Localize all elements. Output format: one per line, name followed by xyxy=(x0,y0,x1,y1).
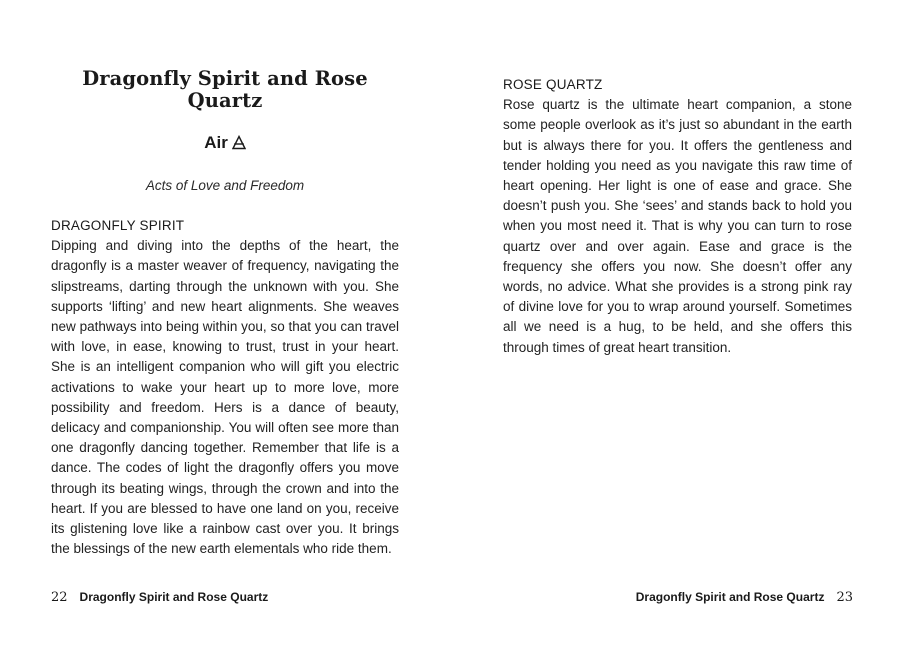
running-head: Dragonfly Spirit and Rose Quartz xyxy=(635,590,825,604)
right-page-footer xyxy=(636,589,853,606)
rose-quartz-section xyxy=(503,75,852,358)
left-page xyxy=(51,0,399,650)
air-symbol-icon xyxy=(232,134,246,156)
page-number: 23 xyxy=(836,590,853,605)
element-label: Air xyxy=(204,133,228,152)
left-page-footer xyxy=(51,589,268,606)
section-body: Rose quartz is the ultimate heart companion, a stone some people overlook as it’s just so abundant in the earth but is always there for you. It offers the gentleness and tender holding you need as you navigate this raw time of heart opening. Her light is one of ease and grace. She doesn’t push you. She ‘sees’ and stands back to hold you when you most need it. That is why you can turn to rose quartz over and over again. Ease and grace is the frequency she offers you now. She doesn’t offer any words, no advice. What she provides is a strong pink ray of divine love for you to wrap around yourself. Sometimes all we need is a hug, to be held, and she offers this through times of great heart transition. xyxy=(503,97,852,355)
chapter-subtitle: Acts of Love and Freedom xyxy=(145,178,305,193)
element-line xyxy=(51,132,399,156)
section-heading: DRAGONFLY SPIRIT xyxy=(51,218,185,233)
page-number: 22 xyxy=(51,590,68,605)
section-body: Dipping and diving into the depths of the heart, the dragonfly is a master weaver of frequency, navigating the slipstreams, darting through the unknown with you. She supports ‘lifting’ and new heart alignments. She weaves new pathways into being within you, so that you can travel with love, in ease, knowing to trust, trust in your heart. She is an intelligent companion who will gift you electric activations to wake your heart up to more love, more possibility and freedom. Hers is a dance of beauty, delicacy and companionship. You will often see more than one dragonfly dancing together. Remember that life is a dance. The codes of light the dragonfly offers you move through its beating wings, through the crown and into the heart. If you are blessed to have one land on you, receive its glistening love like a rainbow cast over you. It brings the blessings of the new earth elementals who ride them. xyxy=(51,238,399,557)
right-page xyxy=(503,0,852,650)
dragonfly-spirit-section xyxy=(51,216,399,559)
section-heading: ROSE QUARTZ xyxy=(503,77,603,92)
chapter-title: Dragonfly Spirit and Rose Quartz xyxy=(82,67,368,112)
running-head: Dragonfly Spirit and Rose Quartz xyxy=(79,590,269,604)
